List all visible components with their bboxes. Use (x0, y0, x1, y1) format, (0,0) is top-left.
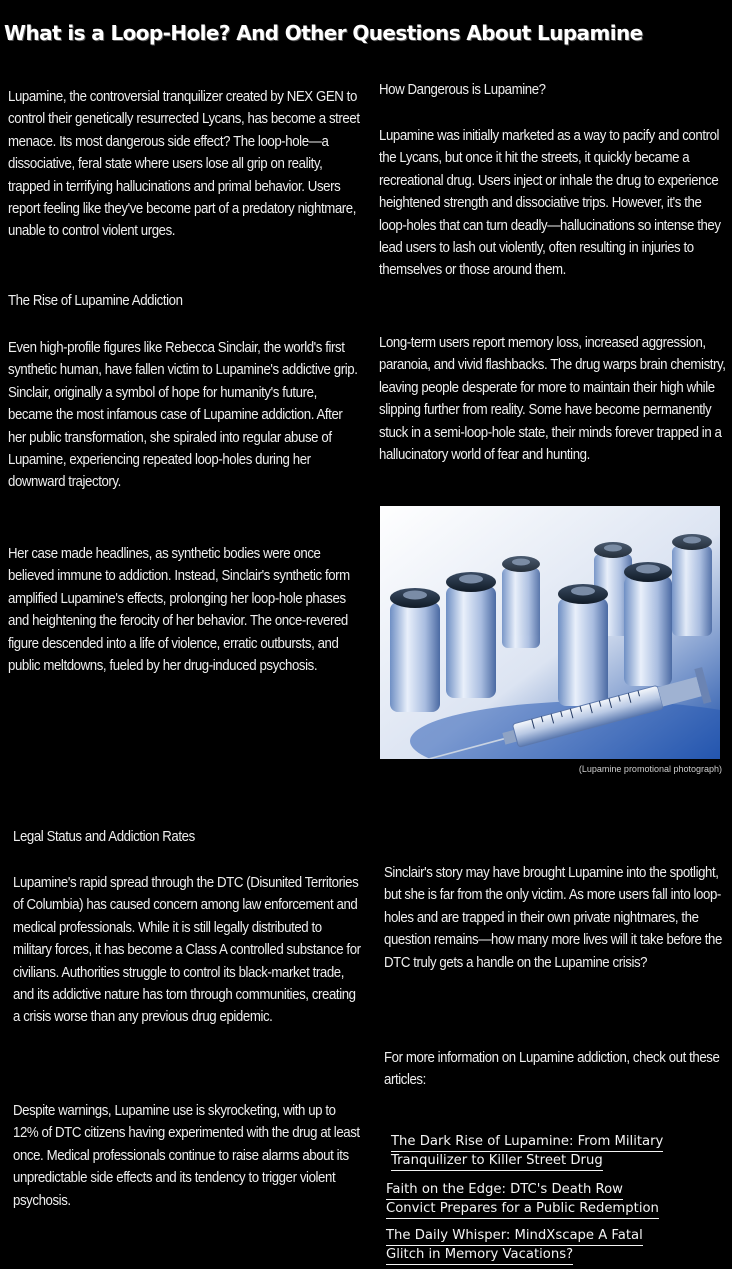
rise-paragraph-1: Even high-profile figures like Rebecca Sinclair, the world's first synthetic human, have fallen victim to Lupamine's addictive grip. Sinclair, originally a symbol of hope for humanity's future, became the most infamous case of Lupamine addiction. After her public transformation, she spiraled into regular abuse of Lupamine, experiencing repeated loop-holes during her downward trajectory. (8, 340, 358, 491)
danger-paragraph-2: Long-term users report memory loss, increased aggression, paranoia, and vivid flashbacks. The drug warps brain chemistry, leaving people desperate for more to maintain their high while slipping further from reality. Some have become permanently stuck in a semi-loop-hole state, their minds forever trapped in a hallucinatory world of fear and hunting. (379, 335, 726, 464)
article-link-dark-rise[interactable] (391, 1133, 663, 1171)
article-title: What is a Loop-Hole? And Other Questions About Lupamine (4, 21, 643, 45)
vial-front-4 (624, 562, 672, 686)
link-line: Glitch in Memory Vacations? (386, 1246, 573, 1265)
section-heading-legal: Legal Status and Addiction Rates (13, 829, 195, 845)
link-line: Tranquilizer to Killer Street Drug (391, 1152, 603, 1171)
legal-paragraph-1: Lupamine's rapid spread through the DTC (Disunited Territories of Columbia) has caused concern among law enforcement and medical professionals. While it is still legally distributed to military forces, it has become a Class A controlled substance for civilians. Authorities struggle to control its black-market trade, and its addictive nature has torn through communities, creating a crisis worse than any previous drug epidemic. (13, 875, 361, 1026)
legal-paragraph-2: Despite warnings, Lupamine use is skyrocketing, with up to 12% of DTC citizens having experimented with the drug at least once. Medical professionals continue to raise alarms about its unpredictable side effects and its tendency to trigger violent psychosis. (13, 1103, 360, 1209)
intro-paragraph: Lupamine, the controversial tranquilizer created by NEX GEN to control their genetically resurrected Lycans, has become a street menace. Its most dangerous side effect? The loop-hole—a dissociative, feral state where users lose all grip on reality, trapped in terrifying hallucinations and primal behavior. Users report feeling like they've become part of a predatory nightmare, unable to control violent urges. (8, 89, 360, 240)
vial-front-1 (390, 588, 440, 712)
vial-back-1 (502, 556, 540, 648)
vial-back-3 (672, 534, 712, 636)
section-heading-rise: The Rise of Lupamine Addiction (8, 293, 183, 309)
rise-paragraph-2: Her case made headlines, as synthetic bodies were once believed immune to addiction. Instead, Sinclair's synthetic form amplified Lupamine's effects, prolonging her loop-hole phases and heightening the ferocity of her behavior. The once-revered figure descended into a life of violence, erratic outbursts, and public meltdowns, fueled by her drug-induced psychosis. (8, 546, 350, 675)
link-line: Convict Prepares for a Public Redemption (386, 1200, 659, 1219)
vial-front-3 (558, 584, 608, 706)
article-link-daily-whisper[interactable] (386, 1227, 643, 1265)
more-info-text: For more information on Lupamine addiction, check out these articles: (384, 1050, 720, 1089)
lupamine-vials-photo (380, 506, 720, 759)
link-line: The Daily Whisper: MindXscape A Fatal (386, 1227, 643, 1246)
vial-front-2 (446, 572, 496, 698)
danger-paragraph-1: Lupamine was initially marketed as a way to pacify and control the Lycans, but once it hit the streets, it quickly became a recreational drug. Users inject or inhale the drug to experience heightened strength and dissociative trips. However, it's the loop-holes that can turn deadly—hallucinations so intense they lead users to lash out violently, often resulting in injuries to themselves or those around them. (379, 128, 721, 279)
link-line: The Dark Rise of Lupamine: From Military (391, 1133, 663, 1152)
photo-caption: (Lupamine promotional photograph) (578, 764, 722, 774)
article-link-faith-on-edge[interactable] (386, 1181, 659, 1219)
link-line: Faith on the Edge: DTC's Death Row (386, 1181, 623, 1200)
closing-paragraph: Sinclair's story may have brought Lupamine into the spotlight, but she is far from the only victim. As more users fall into loop-holes and are trapped in their own private nightmares, the question remains—how many more lives will it take before the DTC truly gets a handle on the Lupamine crisis? (384, 865, 722, 971)
section-heading-danger: How Dangerous is Lupamine? (379, 82, 546, 98)
